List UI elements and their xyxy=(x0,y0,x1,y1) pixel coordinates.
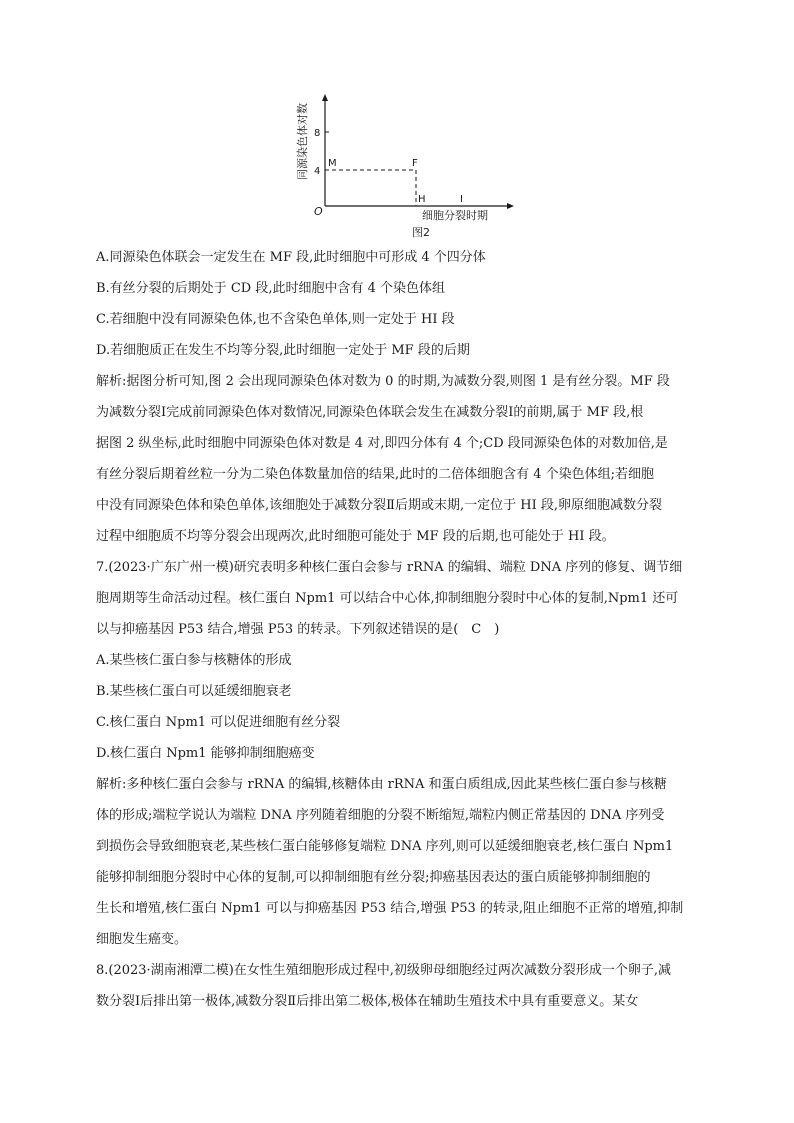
point-label-m: M xyxy=(328,158,337,169)
q6-analysis-line: 中没有同源染色体和染色单体,该细胞处于减数分裂Ⅱ后期或末期,一定位于 HI 段,卵原细胞减数分裂 xyxy=(96,498,662,513)
q6-analysis-line: 有丝分裂后期着丝粒一分为二染色体数量加倍的结果,此时的二倍体细胞含有 4 个染色体组;若细胞 xyxy=(96,467,655,482)
x-axis-label: 细胞分裂时期 xyxy=(422,209,488,222)
figure-2 xyxy=(280,88,520,238)
q7-stem-line: 以与抑癌基因 P53 结合,增强 P53 的转录。下列叙述错误的是( C ) xyxy=(96,622,500,637)
q6-analysis-line: 解析:据图分析可知,图 2 会出现同源染色体对数为 0 的时期,为减数分裂,则图 1 是有丝分裂。MF 段 xyxy=(96,374,670,389)
y-tick-label-4: 4 xyxy=(314,166,321,177)
q7-analysis-line: 体的形成;端粒学说认为端粒 DNA 序列随着细胞的分裂不断缩短,端粒内侧正常基因的 DNA 序列受 xyxy=(96,808,665,823)
q7-option-a: A.某些核仁蛋白参与核糖体的形成 xyxy=(96,653,292,668)
q7-options xyxy=(96,645,698,769)
q6-analysis xyxy=(96,366,698,552)
q7-analysis xyxy=(96,769,698,955)
q6-option-b: B.有丝分裂的后期处于 CD 段,此时细胞中含有 4 个染色体组 xyxy=(96,281,445,296)
point-label-f: F xyxy=(412,158,418,169)
q6-analysis-line: 据图 2 纵坐标,此时细胞中同源染色体对数是 4 对,即四分体有 4 个;CD 段同源染色体的对数加倍,是 xyxy=(96,436,668,451)
q7-analysis-line: 到损伤会导致细胞衰老,某些核仁蛋白能够修复端粒 DNA 序列,则可以延缓细胞衰老,核仁蛋白 Npm1 xyxy=(96,839,674,854)
point-label-i: I xyxy=(460,194,463,205)
y-axis-label: 同源染色体对数 xyxy=(296,103,309,180)
q6-analysis-line: 过程中细胞质不均等分裂会出现两次,此时细胞可能处于 MF 段的后期,也可能处于 HI 段。 xyxy=(96,529,615,544)
q7-analysis-line: 细胞发生癌变。 xyxy=(96,932,188,947)
q7-option-b: B.某些核仁蛋白可以延缓细胞衰老 xyxy=(96,684,292,699)
y-axis-arrow xyxy=(322,94,328,101)
q7-stem xyxy=(96,552,698,645)
q8-stem-line: 数分裂Ⅰ后排出第一极体,减数分裂Ⅱ后排出第二极体,极体在辅助生殖技术中具有重要意义。某女 xyxy=(96,994,639,1009)
y-tick-label-8: 8 xyxy=(314,128,321,139)
origin-label: O xyxy=(314,205,323,218)
q6-option-a: A.同源染色体联会一定发生在 MF 段,此时细胞中可形成 4 个四分体 xyxy=(96,250,486,265)
q6-option-c: C.若细胞中没有同源染色体,也不含染色单体,则一定处于 HI 段 xyxy=(96,312,455,327)
q6-analysis-line: 为减数分裂Ⅰ完成前同源染色体对数情况,同源染色体联会发生在减数分裂Ⅰ的前期,属于 MF 段,根 xyxy=(96,405,644,420)
q7-stem-line: 7.(2023·广东广州一模)研究表明多种核仁蛋白会参与 rRNA 的编辑、端粒 DNA 序列的修复、调节细 xyxy=(96,560,683,575)
q7-option-c: C.核仁蛋白 Npm1 可以促进细胞有丝分裂 xyxy=(96,715,341,730)
q6-options xyxy=(96,242,698,366)
figure-caption: 图2 xyxy=(412,226,430,238)
point-label-h: H xyxy=(418,194,426,205)
q7-analysis-line: 能够抑制细胞分裂时中心体的复制,可以抑制细胞有丝分裂;抑癌基因表达的蛋白质能够抑制细胞的 xyxy=(96,870,651,885)
q7-analysis-line: 生长和增殖,核仁蛋白 Npm1 可以与抑癌基因 P53 结合,增强 P53 的转录,阻止细胞不正常的增殖,抑制 xyxy=(96,901,684,916)
x-axis-arrow xyxy=(507,203,514,209)
q7-option-d: D.核仁蛋白 Npm1 能够抑制细胞癌变 xyxy=(96,746,315,761)
q8-stem xyxy=(96,955,698,1017)
q6-option-d: D.若细胞质正在发生不均等分裂,此时细胞一定处于 MF 段的后期 xyxy=(96,343,470,358)
q7-stem-line: 胞周期等生命活动过程。核仁蛋白 Npm1 可以结合中心体,抑制细胞分裂时中心体的复制,Npm1 还可 xyxy=(96,591,679,606)
q8-stem-line: 8.(2023·湖南湘潭二模)在女性生殖细胞形成过程中,初级卵母细胞经过两次减数分裂形成一个卵子,减 xyxy=(96,963,672,978)
q7-analysis-line: 解析:多种核仁蛋白会参与 rRNA 的编辑,核糖体由 rRNA 和蛋白质组成,因此某些核仁蛋白参与核糖 xyxy=(96,777,667,792)
